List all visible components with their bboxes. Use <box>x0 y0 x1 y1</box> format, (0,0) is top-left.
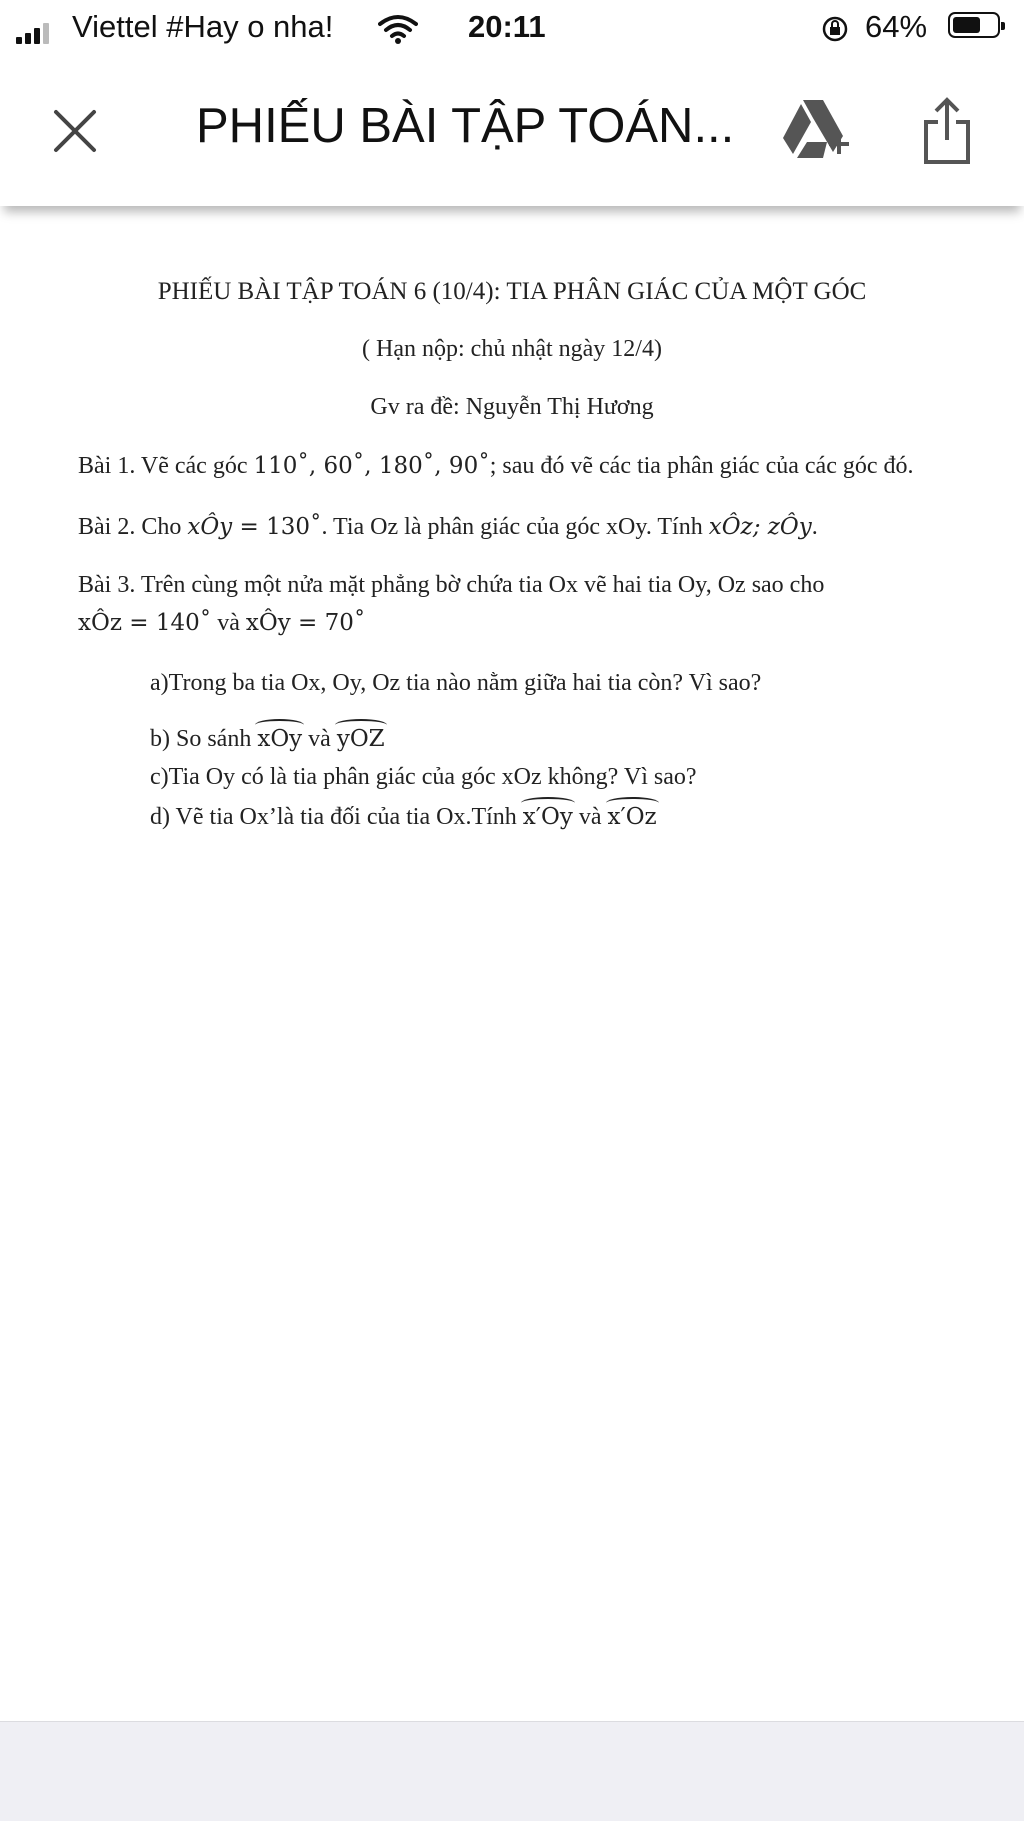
exercise-2-angle-c: zÔy <box>767 514 812 540</box>
bottom-bar <box>0 1721 1024 1821</box>
exercise-1 <box>78 453 914 480</box>
exercise-3-part-d <box>150 804 657 831</box>
document-title: PHIẾU BÀI TẬP TOÁN... <box>196 99 735 153</box>
part-d-angle-2: x′Oz <box>607 804 657 830</box>
exercise-3-angle-b: xÔy <box>245 610 291 636</box>
exercise-3-line-1: Bài 3. Trên cùng một nửa mặt phẳng bờ chứa tia Ox vẽ hai tia Oy, Oz sao cho <box>78 572 825 598</box>
exercise-3-value-a: = 140˚ <box>121 610 212 636</box>
carrier-name: Viettel #Hay o nha! <box>72 9 334 44</box>
exercise-1-label: Bài 1. Vẽ các góc <box>78 453 254 479</box>
part-b-angle-2: yOZ <box>336 726 385 752</box>
part-b-and: và <box>302 726 337 752</box>
exercise-2-value: = 130˚ <box>232 514 322 540</box>
close-icon[interactable] <box>52 108 98 154</box>
exercise-3-part-c: c)Tia Oy có là tia phân giác của góc xOz không? Vì sao? <box>150 764 697 790</box>
document-page <box>0 206 1024 1721</box>
exercise-3-value-b: = 70˚ <box>290 610 366 636</box>
teacher-text: Gv ra đề: Nguyễn Thị Hương <box>370 394 654 420</box>
exercise-3-and: và <box>211 610 246 636</box>
exercise-2-end: . <box>811 514 818 540</box>
exercise-2-angle-a: xÔy <box>187 514 233 540</box>
share-icon[interactable] <box>920 96 974 166</box>
exercise-1-rest: ; sau đó vẽ các tia phân giác của các góc đó. <box>489 453 914 479</box>
part-b-angle-1: xOy <box>257 726 303 752</box>
exercise-2-sep: ; <box>752 514 768 540</box>
exercise-3-angle-a: xÔz <box>78 610 122 636</box>
exercise-2 <box>78 514 818 541</box>
deadline-text: ( Hạn nộp: chủ nhật ngày 12/4) <box>362 336 662 362</box>
document-toolbar <box>0 58 1024 206</box>
battery-icon <box>948 12 1000 38</box>
part-d-angle-1: x′Oy <box>522 804 573 830</box>
clock: 20:11 <box>468 9 546 44</box>
exercise-3-part-b <box>150 726 385 753</box>
wifi-icon <box>378 14 418 44</box>
part-d-and: và <box>572 804 608 830</box>
exercise-3-line-2 <box>78 610 365 637</box>
exercise-2-mid: . Tia Oz là phân giác của góc xOy. Tính <box>321 514 709 540</box>
document-heading: PHIẾU BÀI TẬP TOÁN 6 (10/4): TIA PHÂN GIÁC CỦA MỘT GÓC <box>157 278 867 305</box>
status-bar <box>0 0 1024 58</box>
part-b-text: b) So sánh <box>150 726 258 752</box>
battery-percent: 64% <box>865 9 928 44</box>
exercise-2-label: Bài 2. Cho <box>78 514 188 540</box>
exercise-1-angles: 110˚, 60˚, 180˚, 90˚ <box>253 453 490 479</box>
part-d-text: d) Vẽ tia Ox’là tia đối của tia Ox.Tính <box>150 804 523 830</box>
exercise-3-part-a: a)Trong ba tia Ox, Oy, Oz tia nào nằm giữa hai tia còn? Vì sao? <box>150 670 762 696</box>
exercise-2-angle-b: xÔz <box>708 514 753 540</box>
add-to-drive-icon[interactable] <box>783 98 851 162</box>
rotation-lock-icon <box>820 14 850 44</box>
